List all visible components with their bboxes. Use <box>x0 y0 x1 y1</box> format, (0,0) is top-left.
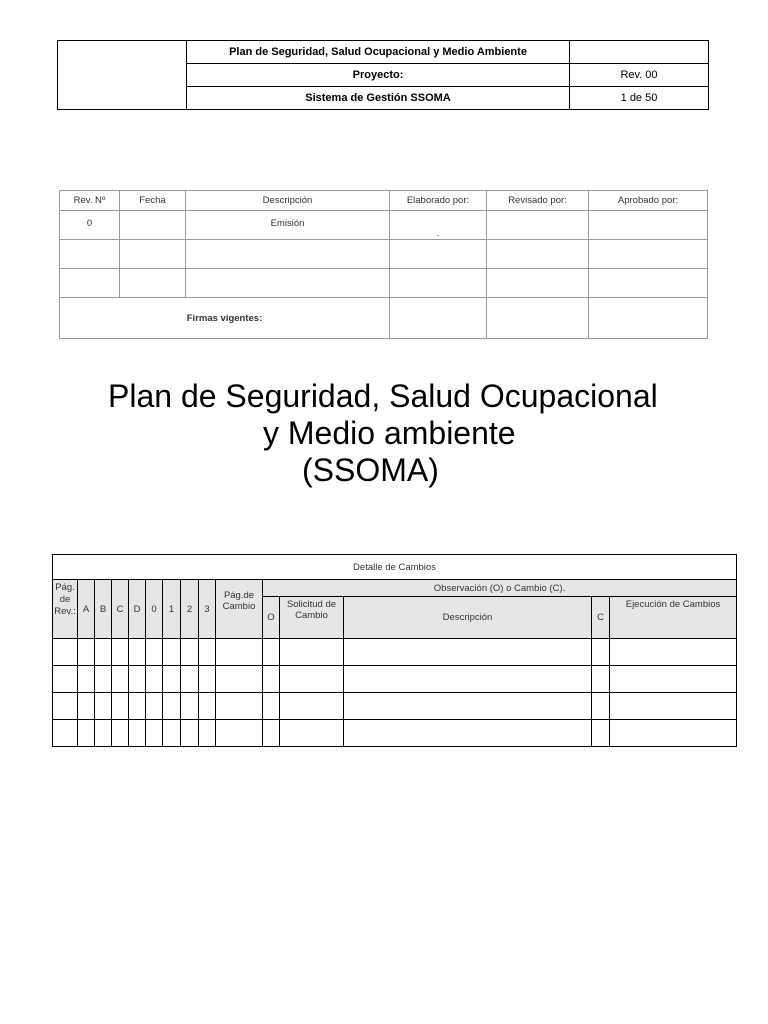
header-plan-title: Plan de Seguridad, Salud Ocupacional y Medio Ambiente <box>187 41 570 64</box>
document-header-table <box>57 40 709 110</box>
rev-header-elaborado: Elaborado por: <box>390 191 487 211</box>
firma-elaborado <box>390 298 487 339</box>
table-row <box>60 269 708 298</box>
table-row <box>53 639 737 666</box>
rev-row1-revisado <box>487 211 589 240</box>
rev-header-rev-no: Rev. Nº <box>60 191 120 211</box>
logo-cell <box>58 41 187 110</box>
document-title-line-1: Plan de Seguridad, Salud Ocupacional <box>108 378 658 414</box>
rev-row1-descripcion: Emisión <box>186 211 390 240</box>
table-row <box>53 693 737 720</box>
observacion-header: Observación (O) o Cambio (C). <box>263 580 737 597</box>
firma-revisado <box>487 298 589 339</box>
rev-row1-fecha <box>120 211 186 240</box>
rev-row1-elaborado: . <box>390 211 487 240</box>
document-title-line-2: y Medio ambiente <box>263 415 516 451</box>
table-row <box>60 211 708 240</box>
col-b-header: B <box>95 580 112 639</box>
revision-table <box>59 190 708 339</box>
pag-cambio-header: Pág.de Cambio <box>216 580 263 639</box>
col-c2-header: C <box>592 597 610 639</box>
header-proyecto: Proyecto: <box>187 64 570 87</box>
header-page-number: 1 de 50 <box>570 87 709 110</box>
pag-rev-header: Pág. de Rev.: <box>53 580 78 639</box>
firmas-vigentes-label: Firmas vigentes: <box>60 298 390 339</box>
col-c-header: C <box>112 580 129 639</box>
rev-row1-aprobado <box>589 211 708 240</box>
solicitud-header: Solicitud de Cambio <box>280 597 344 639</box>
col-d-header: D <box>129 580 146 639</box>
firma-aprobado <box>589 298 708 339</box>
header-sistema: Sistema de Gestión SSOMA <box>187 87 570 110</box>
header-empty-cell <box>570 41 709 64</box>
rev-row1-rev: 0 <box>60 211 120 240</box>
ejecucion-header: Ejecución de Cambios <box>610 597 737 639</box>
header-revision: Rev. 00 <box>570 64 709 87</box>
rev-header-aprobado: Aprobado por: <box>589 191 708 211</box>
table-row <box>53 720 737 747</box>
col-1-header: 1 <box>163 580 181 639</box>
changes-title: Detalle de Cambios <box>53 555 737 580</box>
rev-header-revisado: Revisado por: <box>487 191 589 211</box>
col-3-header: 3 <box>199 580 216 639</box>
col-a-header: A <box>78 580 95 639</box>
document-title-line-3: (SSOMA) <box>302 452 439 488</box>
table-row <box>60 240 708 269</box>
col-o-header: O <box>263 597 280 639</box>
rev-header-descripcion: Descripción <box>186 191 390 211</box>
changes-detail-table <box>52 554 737 747</box>
table-row <box>53 666 737 693</box>
col-0-header: 0 <box>146 580 163 639</box>
rev-header-fecha: Fecha <box>120 191 186 211</box>
col-2-header: 2 <box>181 580 199 639</box>
descripcion-header: Descripción <box>344 597 592 639</box>
table-row <box>60 298 708 339</box>
